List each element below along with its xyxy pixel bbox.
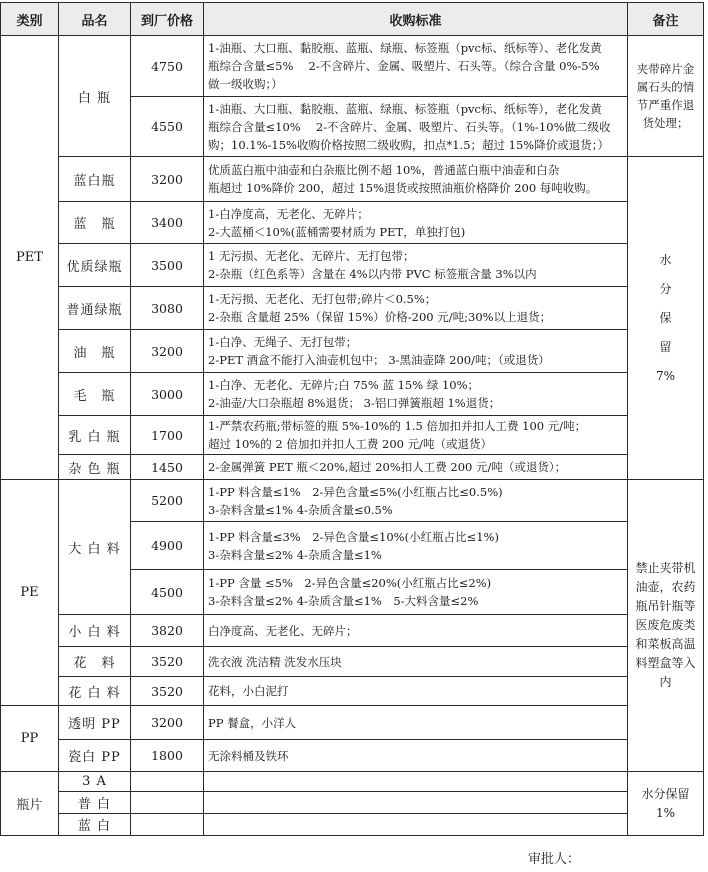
standard-cell: 1-白净、无绳子、无打包带； 2-PET 酒盒不能打入油壶机包中； 3-黑油壶降 200/吨；（或退货）: [204, 330, 628, 373]
table-row: [1, 480, 704, 522]
note-pet-moisture: 水 分 保 留 7%: [628, 157, 704, 480]
price-cell: 4900: [131, 522, 204, 570]
table-row: [1, 647, 704, 677]
note-pe-prohibited: 禁止夹带机油壶，农药瓶吊针瓶等医废危废类和菜板高温料塑盒等入内: [628, 480, 704, 772]
price-cell: 3000: [131, 373, 204, 416]
price-cell: [131, 792, 204, 814]
table-row: [1, 416, 704, 455]
product-name: 杂 色 瓶: [59, 455, 131, 480]
category-pp: PP: [1, 706, 59, 772]
standard-cell: 无涂料桶及铁环: [204, 740, 628, 772]
standard-cell: 1-白净度高，无老化、无碎片； 2-大蓝桶＜10%(蓝桶需要材质为 PET，单独打包): [204, 202, 628, 244]
standard-cell: 1-油瓶、大口瓶、黏胶瓶、蓝瓶、绿瓶、标签瓶（pvc标、纸标等）、老化发黄 瓶综合含量≤5% 2-不含碎片、金属、吸塑片、石头等。（综合含量 0%-5% 做一级收购；）: [204, 36, 628, 97]
standard-cell: [204, 814, 628, 836]
standard-cell: PP 餐盒，小洋人: [204, 706, 628, 740]
product-name: 普通绿瓶: [59, 287, 131, 330]
category-pet: PET: [1, 36, 59, 480]
note-flake-moisture: 水分保留1%: [628, 772, 704, 836]
price-cell: 1450: [131, 455, 204, 480]
header-standard: 收购标准: [204, 3, 628, 36]
product-name: 油 瓶: [59, 330, 131, 373]
table-row: [1, 772, 704, 792]
price-cell: [131, 814, 204, 836]
product-name: 3 A: [59, 772, 131, 792]
standard-cell: 1-PP 料含量≤3% 2-异色含量≤10%(小红瓶占比≤1%) 3-杂料含量≤2% 4-杂质含量≤1%: [204, 522, 628, 570]
table-row: [1, 615, 704, 647]
standard-cell: 优质蓝白瓶中油壶和白杂瓶比例不超 10%，普通蓝白瓶中油壶和白杂 瓶超过 10%降价 200，超过 15%退货或按照油瓶价格降价 200 每吨收购。: [204, 157, 628, 202]
price-cell: 3200: [131, 157, 204, 202]
product-name: 大 白 料: [59, 480, 131, 615]
product-name: 普 白: [59, 792, 131, 814]
price-cell: 3080: [131, 287, 204, 330]
price-cell: 1800: [131, 740, 204, 772]
table-row: [1, 677, 704, 706]
product-name: 蓝 瓶: [59, 202, 131, 244]
standard-cell: [204, 792, 628, 814]
price-cell: 3200: [131, 330, 204, 373]
header-note: 备注: [628, 3, 704, 36]
standard-cell: 白净度高、无老化、无碎片；: [204, 615, 628, 647]
note-pet-debris: 夹带碎片金属石头的情节严重作退货处理；: [628, 36, 704, 157]
category-flake: 瓶片: [1, 772, 59, 836]
price-cell: 3520: [131, 677, 204, 706]
category-pe: PE: [1, 480, 59, 706]
product-name: 花 白 料: [59, 677, 131, 706]
table-row: [1, 455, 704, 480]
price-cell: 4550: [131, 97, 204, 157]
product-name: 蓝白瓶: [59, 157, 131, 202]
standard-cell: 洗衣液 洗洁精 洗发水压块: [204, 647, 628, 677]
table-row: [1, 706, 704, 740]
product-name: 毛 瓶: [59, 373, 131, 416]
purchase-standard-table: [0, 2, 704, 836]
price-cell: 4750: [131, 36, 204, 97]
header-price: 到厂价格: [131, 3, 204, 36]
standard-cell: 花料，小白泥打: [204, 677, 628, 706]
standard-cell: 1-PP 含量 ≤5% 2-异色含量≤20%(小红瓶占比≤2%) 3-杂料含量≤2% 4-杂质含量≤1% 5-大料含量≤2%: [204, 570, 628, 615]
price-cell: 5200: [131, 480, 204, 522]
standard-cell: 1-油瓶、大口瓶、黏胶瓶、蓝瓶、绿瓶、标签瓶（pvc标、纸标等），老化发黄 瓶综合含量≤10% 2-不含碎片、金属、吸塑片、石头等。（1%-10%做二级收 购；10.1%-15%收购价格按照二级收购，扣点*1.5；超过 15%降价或退货；）: [204, 97, 628, 157]
price-cell: 3400: [131, 202, 204, 244]
price-cell: [131, 772, 204, 792]
product-name: 小 白 料: [59, 615, 131, 647]
standard-cell: 1-严禁农药瓶;带标签的瓶 5%-10%的 1.5 倍加扣并扣人工费 100 元/吨； 超过 10%的 2 倍加扣并扣人工费 200 元/吨（或退货）: [204, 416, 628, 455]
standard-cell: 2-金属弹簧 PET 瓶＜20%,超过 20%扣人工费 200 元/吨（或退货）；: [204, 455, 628, 480]
product-name: 乳 白 瓶: [59, 416, 131, 455]
table-row: [1, 36, 704, 97]
standard-cell: 1 无污损、无老化、无碎片、无打包带； 2-杂瓶（红色系等）含量在 4%以内带 PVC 标签瓶含量 3%以内: [204, 244, 628, 287]
header-row: [1, 3, 704, 36]
table-row: [1, 244, 704, 287]
header-category: 类别: [1, 3, 59, 36]
table-row: [1, 792, 704, 814]
table-row: [1, 814, 704, 836]
standard-cell: 1-PP 料含量≤1% 2-异色含量≤5%(小红瓶占比≤0.5%) 3-杂料含量≤1% 4-杂质含量≤0.5%: [204, 480, 628, 522]
table-row: [1, 202, 704, 244]
product-name: 透明 PP: [59, 706, 131, 740]
product-name: 蓝 白: [59, 814, 131, 836]
price-cell: 3820: [131, 615, 204, 647]
product-name: 优质绿瓶: [59, 244, 131, 287]
price-cell: 3200: [131, 706, 204, 740]
price-cell: 1700: [131, 416, 204, 455]
product-name: 花 料: [59, 647, 131, 677]
table-row: [1, 330, 704, 373]
table-row: [1, 740, 704, 772]
standard-cell: 1-无污损、无老化、无打包带;碎片＜0.5%； 2-杂瓶 含量超 25%（保留 15%）价格-200 元/吨;30%以上退货；: [204, 287, 628, 330]
standard-cell: [204, 772, 628, 792]
price-cell: 3520: [131, 647, 204, 677]
price-cell: 4500: [131, 570, 204, 615]
table-row: [1, 157, 704, 202]
standard-cell: 1-白净、无老化、无碎片;白 75% 蓝 15% 绿 10%； 2-油壶/大口杂瓶超 8%退货； 3-铝口弹簧瓶超 1%退货；: [204, 373, 628, 416]
approver-label: 审批人：: [528, 852, 581, 867]
table-row: [1, 287, 704, 330]
header-name: 品名: [59, 3, 131, 36]
product-name: 白 瓶: [59, 36, 131, 157]
price-cell: 3500: [131, 244, 204, 287]
table-row: [1, 373, 704, 416]
product-name: 瓷白 PP: [59, 740, 131, 772]
